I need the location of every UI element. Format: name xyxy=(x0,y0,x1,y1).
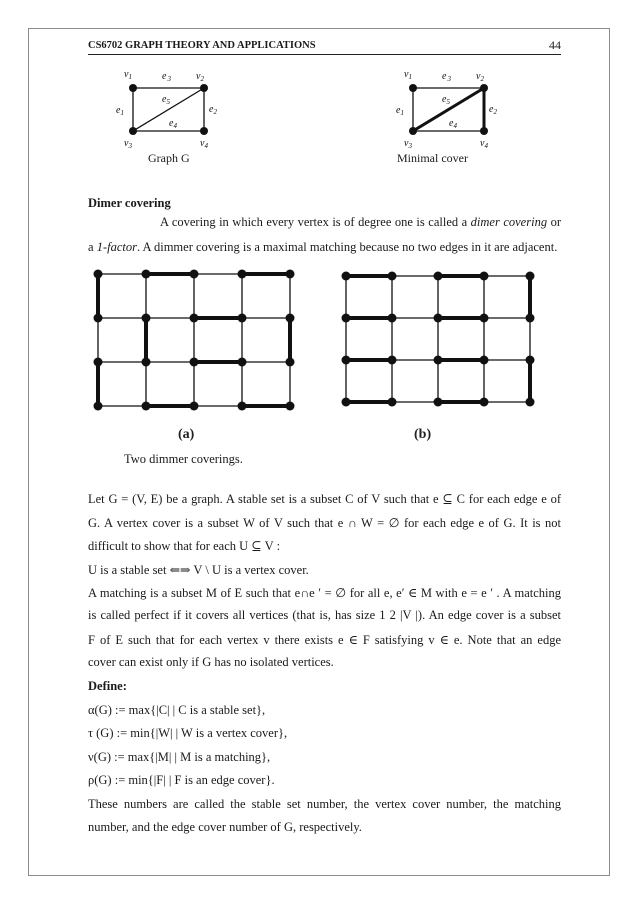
dimer-grid-a xyxy=(88,266,308,456)
grid-vertex xyxy=(480,356,489,365)
label-v3: $v_3$ xyxy=(404,138,412,150)
label-e5: $e_5$ xyxy=(162,94,170,106)
graph-g-caption: Graph G xyxy=(148,151,190,165)
minimal-cover-caption: Minimal cover xyxy=(397,151,468,165)
grid-vertex xyxy=(190,270,199,279)
definition-rho: ρ(G) := min{|F| | F is an edge cover}. xyxy=(88,773,275,787)
grid-vertex xyxy=(434,272,443,281)
grid-vertex xyxy=(142,270,151,279)
vertex-v4 xyxy=(480,127,488,135)
body-line-10: number, and the edge cover number of G, respectively. xyxy=(88,820,362,834)
vertex-v2 xyxy=(200,84,208,92)
dimer-heading: Dimer covering xyxy=(88,196,171,210)
grid-vertex xyxy=(342,356,351,365)
grid-vertex xyxy=(94,270,103,279)
label-e1: $e_1$ xyxy=(116,105,124,117)
dimer-grid-b xyxy=(330,266,550,456)
label-v2: $v_2$ xyxy=(476,71,484,83)
body-line-5: A matching is a subset M of E such that e∩e ′ = ∅ for all e, e′ ∈ M with e = e ′ . A matching xyxy=(88,586,561,600)
page-header xyxy=(88,38,561,55)
body-line-6: is called perfect if it covers all vertices (that is, has size 1 2 |V |). An edge cover is a subset xyxy=(88,608,561,622)
grid-vertex xyxy=(526,356,535,365)
label-v2: $v_2$ xyxy=(196,71,204,83)
grid-vertex xyxy=(342,398,351,407)
label-e1: $e_1$ xyxy=(396,105,404,117)
body-line-3: difficult to show that for each U ⊆ V : xyxy=(88,539,281,553)
label-e2: $e_2$ xyxy=(209,104,217,116)
label-e3: $e_3$ xyxy=(442,71,451,83)
definition-nu: ν(G) := max{|M| | M is a matching}, xyxy=(88,750,271,764)
definition-tau: τ (G) := min{|W| | W is a vertex cover}, xyxy=(88,726,288,740)
vertex-v3 xyxy=(129,127,137,135)
grid-vertex xyxy=(238,402,247,411)
course-title: CS6702 GRAPH THEORY AND APPLICATIONS xyxy=(88,40,316,51)
dimer-caption: Two dimmer coverings. xyxy=(124,452,243,466)
label-e3: $e_3$ xyxy=(162,71,171,83)
vertex-v3 xyxy=(409,127,417,135)
label-e2: $e_2$ xyxy=(489,104,497,116)
grid-vertex xyxy=(94,314,103,323)
grid-vertex xyxy=(434,398,443,407)
page-number: 44 xyxy=(549,38,561,52)
grid-vertex xyxy=(342,314,351,323)
label-b: (b) xyxy=(414,427,432,442)
dimer-paragraph: A covering in which every vertex is of degree one is called a dimer covering or a 1-factor. A dimmer covering is a maximal matching because no two edges in it are adjacent. xyxy=(88,215,561,254)
grid-vertex xyxy=(142,314,151,323)
body-line-9: These numbers are called the stable set number, the vertex cover number, the matching xyxy=(88,797,561,811)
grid-vertex xyxy=(190,358,199,367)
definition-alpha: α(G) := max{|C| | C is a stable set}, xyxy=(88,703,266,717)
label-e4: $e_4$ xyxy=(169,118,177,130)
grid-vertex xyxy=(342,272,351,281)
label-v1: $v_1$ xyxy=(404,69,412,81)
grid-vertex xyxy=(142,358,151,367)
grid-vertex xyxy=(526,398,535,407)
vertex-v4 xyxy=(200,127,208,135)
grid-vertex xyxy=(190,314,199,323)
vertex-v2 xyxy=(480,84,488,92)
grid-vertex xyxy=(388,398,397,407)
grid-vertex xyxy=(286,314,295,323)
grid-vertex xyxy=(190,402,199,411)
label-v4: $v_4$ xyxy=(200,138,208,150)
body-line-8: cover can exist only if G has no isolated vertices. xyxy=(88,655,334,669)
grid-vertex xyxy=(94,358,103,367)
label-e4: $e_4$ xyxy=(449,118,457,130)
body-line-1: Let G = (V, E) be a graph. A stable set is a subset C of V such that e ⊆ C for each edge e of xyxy=(88,492,561,506)
body-line-7: F of E such that for each vertex v there exists e ∈ F satisfying v ∈ e. Note that an edge xyxy=(88,633,561,647)
grid-vertex xyxy=(526,314,535,323)
body-line-4: U is a stable set ⇐⇒ V \ U is a vertex cover. xyxy=(88,563,309,577)
label-v4: $v_4$ xyxy=(480,138,488,150)
grid-vertex xyxy=(238,314,247,323)
grid-vertex xyxy=(238,358,247,367)
vertex-v1 xyxy=(129,84,137,92)
grid-vertex xyxy=(238,270,247,279)
grid-vertex xyxy=(286,270,295,279)
body-line-2: G. A vertex cover is a subset W of V such that e ∩ W = ∅ for each edge e of G. It is not xyxy=(88,516,561,530)
grid-vertex xyxy=(388,272,397,281)
label-v3: $v_3$ xyxy=(124,138,132,150)
grid-vertex xyxy=(286,358,295,367)
label-v1: $v_1$ xyxy=(124,69,132,81)
grid-vertex xyxy=(388,314,397,323)
grid-vertex xyxy=(94,402,103,411)
define-heading: Define: xyxy=(88,679,127,693)
grid-vertex xyxy=(480,314,489,323)
vertex-v1 xyxy=(409,84,417,92)
label-e5: $e_5$ xyxy=(442,94,450,106)
grid-vertex xyxy=(434,356,443,365)
grid-vertex xyxy=(434,314,443,323)
grid-vertex xyxy=(142,402,151,411)
grid-vertex xyxy=(526,272,535,281)
grid-vertex xyxy=(286,402,295,411)
grid-vertex xyxy=(388,356,397,365)
label-a: (a) xyxy=(178,427,195,442)
grid-vertex xyxy=(480,398,489,407)
grid-vertex xyxy=(480,272,489,281)
